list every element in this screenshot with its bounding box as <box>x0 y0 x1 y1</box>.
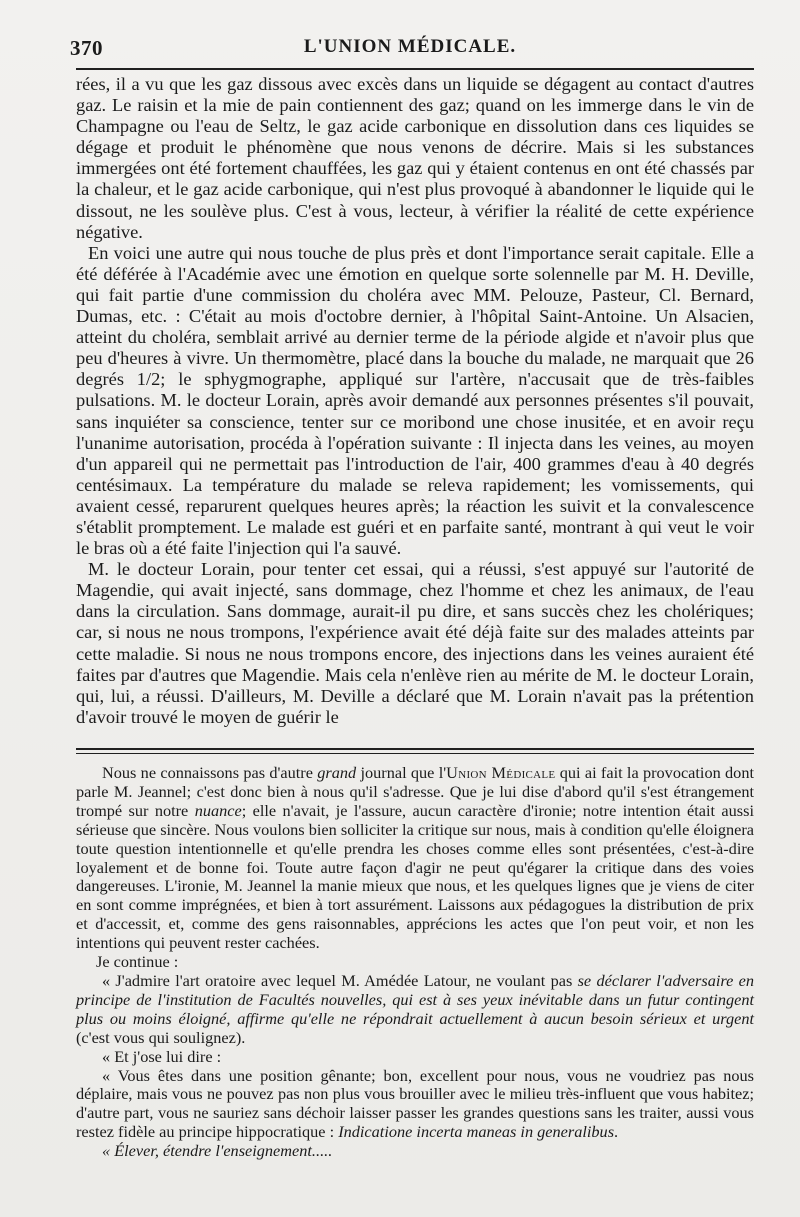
paragraph-3: M. le docteur Lorain, pour tenter cet essai, qui a réussi, s'est appuyé sur l'autorité de Magendie, qui avait injecté, sans dommage, chez l'homme et chez les animaux, de l'eau dans la circulation. Sans dommage, aurait-il pu dire, et sans succès chez les cholériques; car, si nous ne nous trompons, l'expérience avait été déjà faite sur des malades atteints par cette maladie. Si nous ne nous trompons encore, des injections dans les veines auraient été faites par d'autres que Magendie. Mais cela n'enlève rien au mérite de M. le docteur Lorain, qui, lui, a réussi. D'ailleurs, M. Deville a déclaré que M. Lorain n'avait pas la prétention d'avoir trouvé le moyen de guérir le <box>76 559 754 727</box>
feuilleton-separator <box>76 748 754 754</box>
note-paragraph-1: Nous ne connaissons pas d'autre grand journal que l'Union Médicale qui ai fait la provocation dont parle M. Jeannel; c'est donc bien à nous qu'il s'adresse. Que je lui dise d'abord qu'il s'est étrangement trompé sur notre nuance; elle n'avait, je l'assure, aucun caractère d'ironie; notre intention était aussi sérieuse que sincère. Nous voulons bien solliciter la critique sur nous, mais à condition qu'elle éloignera toute question intentionnelle et qu'elle prendra les choses comme elles sont présentées, c'est-à-dire loyalement et de bonne foi. Toute autre façon d'agir ne peut qu'égarer la critique dans des voies dangereuses. L'ironie, M. Jeannel la manie mieux que nous, et les quelques lignes que je viens de citer en sont comme imprégnées, et bien à tort assurément. Laissons aux pédagogues la distribution de prix et d'accessit, et, comme des gens raisonnables, apprécions les actes que l'on peut voir, et non les intentions qui peuvent rester cachées. <box>76 763 754 953</box>
paragraph-1: rées, il a vu que les gaz dissous avec excès dans un liquide se dégagent au contact d'autres gaz. Le raisin et la mie de pain contiennent des gaz; quand on les immerge dans le vin de Champagne ou l'eau de Seltz, le gaz acide carbonique en dissolution dans ces liquides se dégage et produit le phénomène que nous venons de décrire. Mais si les substances immergées ont été fortement chauffées, les gaz qui y étaient contenus en ont été chassés par la chaleur, et le gaz acide carbonique, qui n'est plus provoqué à abandonner le liquide qui le dissout, ne les soulève plus. C'est à vous, lecteur, à vérifier la réalité de cette expérience négative. <box>76 74 754 242</box>
page-number: 370 <box>70 36 103 60</box>
feuilleton-text <box>76 764 754 1161</box>
header-rule <box>76 68 754 70</box>
note-quote-4: « Élever, étendre l'enseignement..... <box>102 1141 333 1161</box>
note-quote-1: « J'admire l'art oratoire avec lequel M. Amédée Latour, ne voulant pas se déclarer l'adversaire en principe de l'institution de Facultés nouvelles, qui est à ses yeux inévitable dans un futur contingent plus ou moins éloigné, affirme qu'elle ne répondrait actuellement à aucun besoin sérieux et urgent (c'est vous qui soulignez). <box>76 970 754 1047</box>
paragraph-2: En voici une autre qui nous touche de plus près et dont l'importance serait capitale. Elle a été déférée à l'Académie avec une émotion en quelque sorte solennelle par M. H. Deville, qui fait partie d'une commission du choléra avec MM. Pelouze, Pasteur, Cl. Bernard, Dumas, etc. : C'était au mois d'octobre dernier, à l'hôpital Saint-Antoine. Un Alsacien, atteint du choléra, semblait arrivé au dernier terme de la période algide et n'avoir plus que peu d'heures à vivre. Un thermomètre, placé dans la bouche du malade, ne marquait que 26 degrés 1/2; le sphygmographe, appliqué sur l'artère, n'accusait que de très-faibles pulsations. M. le docteur Lorain, après avoir demandé aux personnes présentes s'il pouvait, sans inquiéter sa conscience, tenter sur ce moribond une chose inusitée, et en avoir reçu l'unanime autorisation, procéda à l'opération suivante : Il injecta dans les veines, au moyen d'un appareil qui ne permettait pas l'introduction de l'air, 400 grammes d'eau à 40 degrés centésimaux. La température du malade se releva rapidement; les vomissements, qui avaient cessé, reparurent quelques heures après; la réaction les suivit et la convalescence s'établit promptement. Le malade est guéri et en parfaite santé, montrant à qui veut le voir le bras où a été faite l'injection qui l'a sauvé. <box>76 242 754 559</box>
main-text <box>76 74 754 728</box>
note-quote-2: « Et j'ose lui dire : <box>102 1046 222 1066</box>
note-paragraph-2: Je continue : <box>96 952 179 972</box>
page-header <box>70 36 750 66</box>
note-quote-3: « Vous êtes dans une position gênante; bon, excellent pour nous, vous ne voudriez pas nous déplaire, mais vous ne pouvez pas non plus vous brouiller avec le milieu très-influent que vous habitez; d'autre part, vous ne sauriez sans déchoir laisser passer les grandes questions sans les traiter, aussi vous restez fidèle au principe hippocratique : Indicatione incerta maneas in generalibus. <box>76 1065 754 1142</box>
running-title: L'UNION MÉDICALE. <box>303 36 517 57</box>
